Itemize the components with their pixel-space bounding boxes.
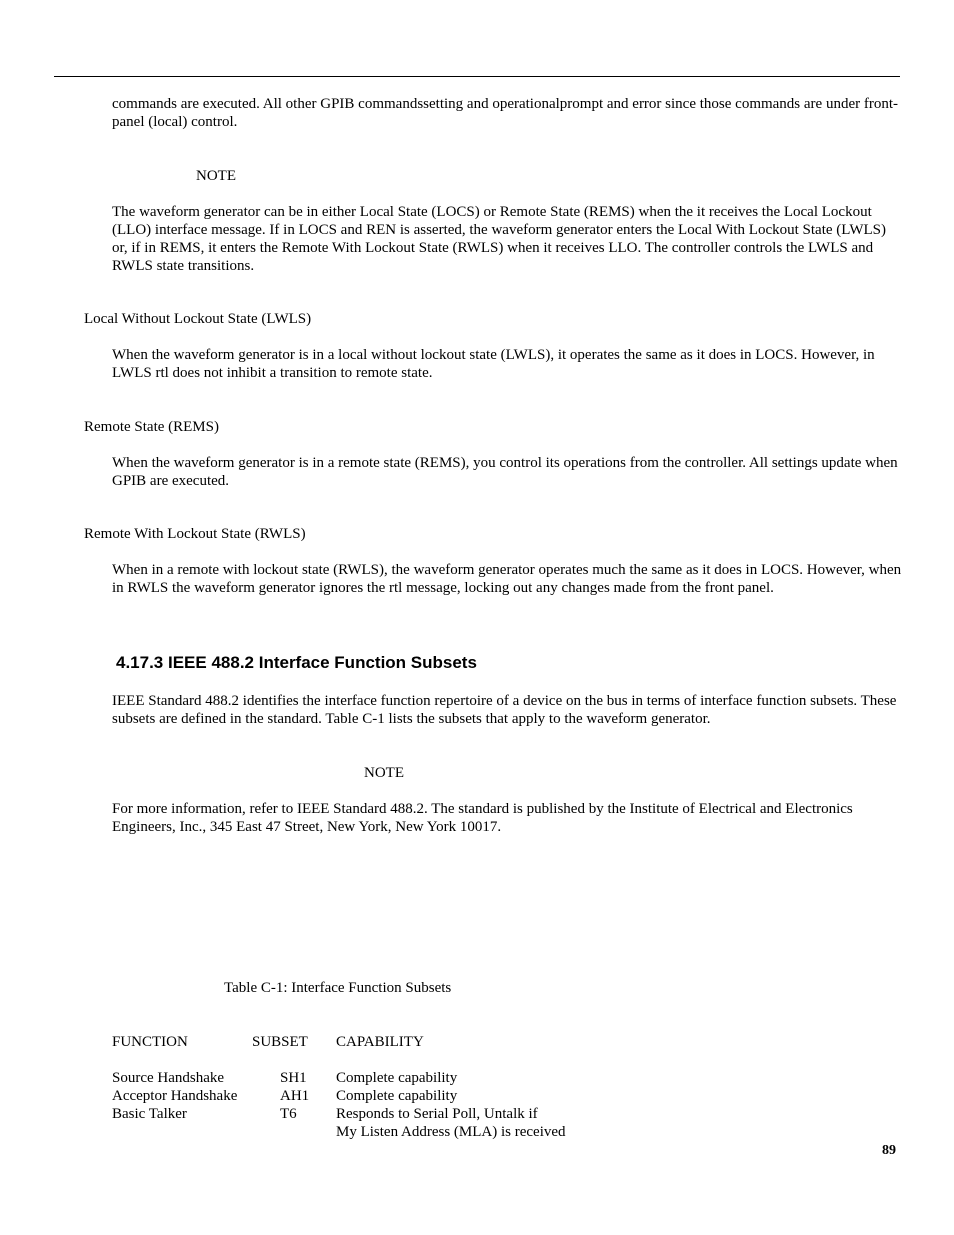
note-label: NOTE (196, 168, 236, 184)
function-cell: Basic Talker (112, 1106, 187, 1122)
section-heading: 4.17.3 IEEE 488.2 Interface Function Subsets (116, 653, 477, 672)
rwls-subheading: Remote With Lockout State (RWLS) (84, 526, 306, 542)
header-rule (54, 76, 900, 77)
capability-continuation: My Listen Address (MLA) is received (336, 1124, 566, 1140)
lwls-paragraph: When the waveform generator is in a local without lockout state (LWLS), it operates the same as it does in LOCS. However, in LWLS rtl does not inhibit a transition to remote state. (112, 347, 875, 381)
rems-subheading: Remote State (REMS) (84, 419, 219, 435)
lwls-subheading: Local Without Lockout State (LWLS) (84, 311, 312, 327)
header-function: FUNCTION (112, 1034, 188, 1050)
rwls-paragraph: When in a remote with lockout state (RWLS), the waveform generator operates much the same as it does in LOCS. However, when in RWLS the waveform generator ignores the rtl message, locking out any changes made from the front panel. (112, 562, 902, 596)
section-paragraph: IEEE Standard 488.2 identifies the interface function repertoire of a device on the bus in terms of interface function subsets. These subsets are defined in the standard. Table C-1 lists the subsets that apply to the waveform generator. (112, 693, 897, 727)
function-cell: Source Handshake (112, 1070, 225, 1086)
capability-cell: Responds to Serial Poll, Untalk if (336, 1106, 538, 1122)
header-capability: CAPABILITY (336, 1034, 424, 1050)
rems-paragraph: When the waveform generator is in a remote state (REMS), you control its operations from the controller. All settings update when GPIB are executed. (112, 455, 898, 489)
note-paragraph: The waveform generator can be in either Local State (LOCS) or Remote State (REMS) when the it receives the Local Lockout (LLO) interface message. If in LOCS and REN is asserted, the waveform generator enters the Local With Lockout State (LWLS) or, if in REMS, it enters the Remote With Lockout State (RWLS) when it receives LLO. The controller controls the LWLS and RWLS state transitions. (112, 204, 886, 274)
function-cell: Acceptor Handshake (112, 1088, 238, 1104)
header-subset: SUBSET (252, 1034, 308, 1050)
capability-cell: Complete capability (336, 1070, 458, 1086)
table-caption: Table C-1: Interface Function Subsets (224, 980, 452, 996)
capability-cell: Complete capability (336, 1088, 458, 1104)
subset-cell: AH1 (280, 1088, 310, 1104)
subset-cell: SH1 (280, 1070, 307, 1086)
intro-paragraph: commands are executed. All other GPIB commandssetting and operationalprompt and error since those commands are under front-panel (local) control. (112, 96, 899, 130)
note-label-2: NOTE (364, 765, 404, 781)
page-number: 89 (882, 1143, 896, 1158)
note-paragraph-2: For more information, refer to IEEE Standard 488.2. The standard is published by the Institute of Electrical and Electronics Engineers, Inc., 345 East 47 Street, New York, New York 10017. (112, 801, 853, 835)
subset-cell: T6 (280, 1106, 297, 1122)
